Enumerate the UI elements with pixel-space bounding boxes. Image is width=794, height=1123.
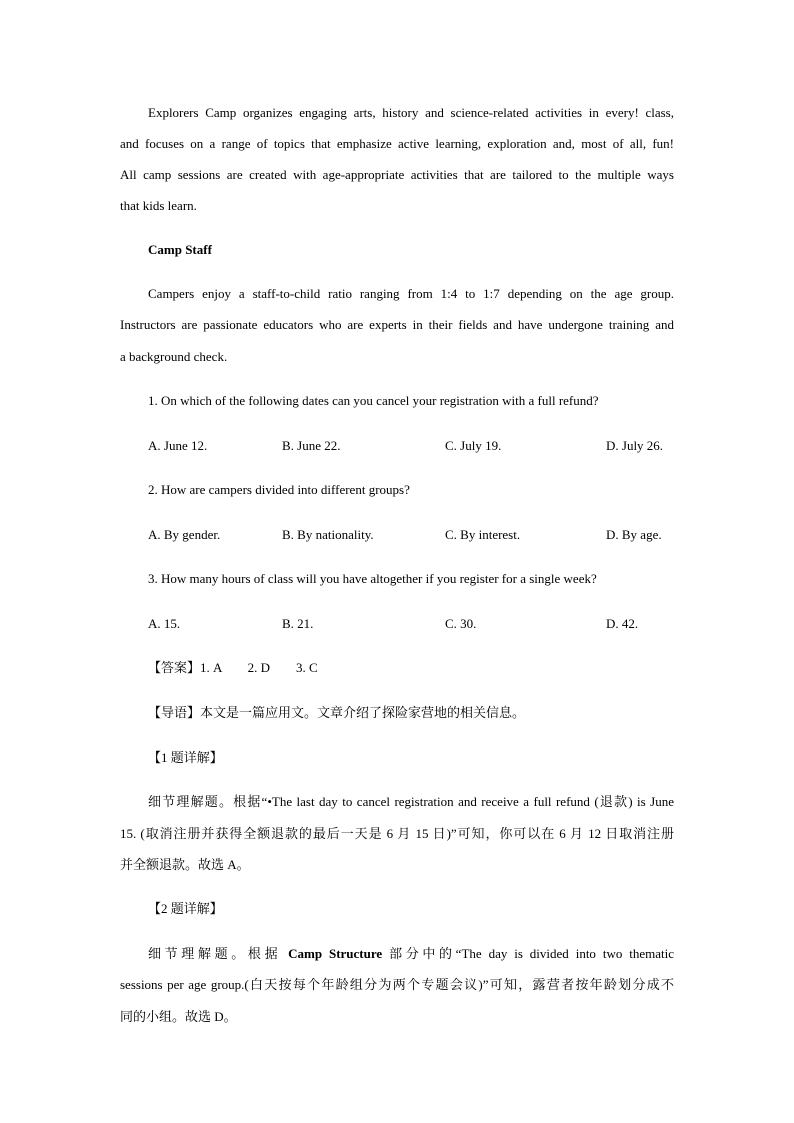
detail-2-line-1-pre: 细节理解题。根据: [148, 946, 289, 961]
question-3-option-d: D. 42.: [606, 616, 639, 631]
detail-2-line-1-post: 部分中的“The day is divided into two thematic: [382, 946, 674, 961]
question-2-option-b: B. By nationality.: [282, 527, 374, 542]
detail-1-heading: 【1 题详解】: [148, 750, 223, 765]
question-2-option-c: C. By interest.: [445, 527, 521, 542]
question-1-option-c: C. July 19.: [445, 438, 502, 453]
question-3-option-b: B. 21.: [282, 616, 314, 631]
detail-1-line-1: 细节理解题。根据“•The last day to cancel registration and receive a full refund (退款) is June: [148, 794, 674, 809]
question-1-option-d: D. July 26.: [606, 438, 664, 453]
staff-line-1: Campers enjoy a staff-to-child ratio ranging from 1:4 to 1:7 depending on the age group.: [148, 286, 674, 301]
question-3-option-a: A. 15.: [148, 616, 181, 631]
detail-2-line-3: 同的小组。故选 D。: [120, 1009, 237, 1024]
answer-key: 【答案】1. A 2. D 3. C: [148, 660, 318, 675]
question-3-text: 3. How many hours of class will you have altogether if you register for a single week?: [148, 571, 597, 586]
staff-line-3: a background check.: [120, 349, 228, 364]
detail-1-line-3: 并全额退款。故选 A。: [120, 857, 250, 872]
guide-text: 【导语】本文是一篇应用文。文章介绍了探险家营地的相关信息。: [148, 705, 526, 720]
intro-line-1: Explorers Camp organizes engaging arts, history and science-related activities in every! class,: [148, 105, 674, 120]
detail-2-heading: 【2 题详解】: [148, 901, 223, 916]
question-2-option-a: A. By gender.: [148, 527, 221, 542]
section-heading-camp-staff: Camp Staff: [148, 242, 212, 257]
detail-2-section-name: Camp Structure: [288, 946, 383, 961]
intro-line-3: All camp sessions are created with age-appropriate activities that are tailored to the multiple ways: [120, 167, 674, 182]
detail-2-line-1: [148, 945, 674, 963]
question-3-option-c: C. 30.: [445, 616, 477, 631]
detail-2-line-2: sessions per age group.(白天按每个年龄组分为两个专题会议)”可知，露营者按年龄划分成不: [120, 977, 674, 992]
intro-line-2: and focuses on a range of topics that emphasize active learning, exploration and, most of all, fun!: [120, 136, 674, 151]
intro-line-4: that kids learn.: [120, 198, 197, 213]
detail-1-line-2: 15. (取消注册并获得全额退款的最后一天是 6 月 15 日)”可知，你可以在 6 月 12 日取消注册: [120, 826, 674, 841]
question-2-option-d: D. By age.: [606, 527, 662, 542]
staff-line-2: Instructors are passionate educators who are experts in their fields and have undergone training and: [120, 317, 674, 332]
question-2-text: 2. How are campers divided into different groups?: [148, 482, 410, 497]
question-1-text: 1. On which of the following dates can you cancel your registration with a full refund?: [148, 393, 599, 408]
question-1-option-b: B. June 22.: [282, 438, 341, 453]
question-1-option-a: A. June 12.: [148, 438, 208, 453]
